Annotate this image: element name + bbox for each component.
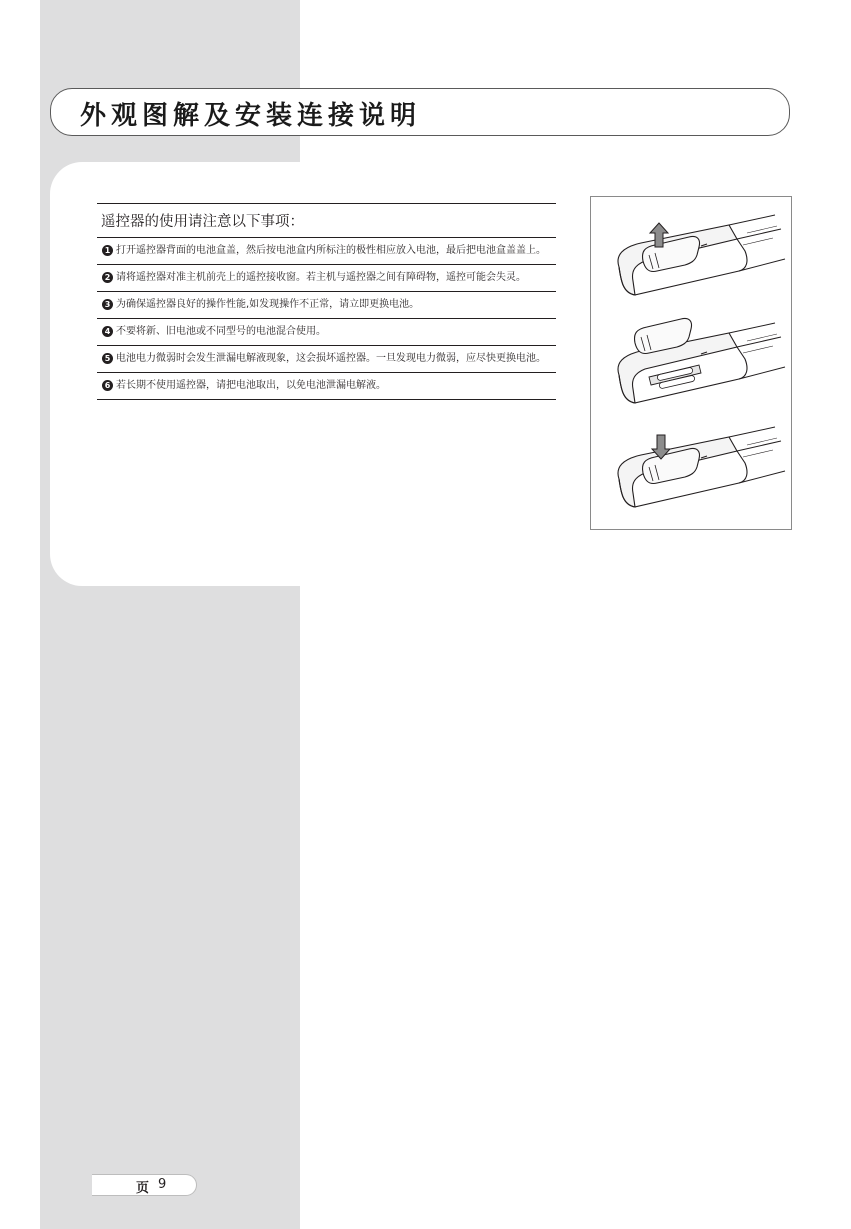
note-number: 4 (102, 326, 113, 337)
page-label: 页 (136, 1181, 150, 1196)
note-item (97, 265, 556, 292)
step-open-cover (618, 215, 785, 295)
section-title: 外观图解及安装连接说明 (80, 101, 422, 131)
notes-heading: 遥控器的使用请注意以下事项： (97, 203, 556, 238)
note-text: 为确保遥控器良好的操作性能,如发现操作不正常，请立即更换电池。 (116, 299, 420, 310)
remote-battery-illustration (591, 197, 791, 529)
note-item (97, 319, 556, 346)
note-item (97, 373, 556, 400)
note-text: 若长期不使用遥控器，请把电池取出，以免电池泄漏电解液。 (116, 380, 386, 391)
note-item (97, 292, 556, 319)
note-item (97, 238, 556, 265)
note-number: 1 (102, 245, 113, 256)
step-close-cover (618, 427, 785, 507)
note-text: 电池电力微弱时会发生泄漏电解液现象，这会损坏遥控器。一旦发现电力微弱，应尽快更换电池。 (116, 353, 546, 364)
note-text: 打开遥控器背面的电池盒盖，然后按电池盒内所标注的极性相应放入电池，最后把电池盒盖盖上。 (116, 245, 546, 256)
battery-installation-figure (590, 196, 792, 530)
note-text: 不要将新、旧电池或不同型号的电池混合使用。 (116, 326, 326, 337)
remote-usage-notes (97, 203, 556, 400)
page-number: 9 (158, 1177, 167, 1192)
note-text: 请将遥控器对准主机前壳上的遥控接收窗。若主机与遥控器之间有障碍物，遥控可能会失灵。 (116, 272, 526, 283)
step-insert-batteries (618, 318, 785, 403)
note-number: 3 (102, 299, 113, 310)
note-item (97, 346, 556, 373)
section-header (50, 88, 790, 136)
page-number-badge (92, 1174, 197, 1196)
note-number: 5 (102, 353, 113, 364)
note-number: 6 (102, 380, 113, 391)
note-number: 2 (102, 272, 113, 283)
